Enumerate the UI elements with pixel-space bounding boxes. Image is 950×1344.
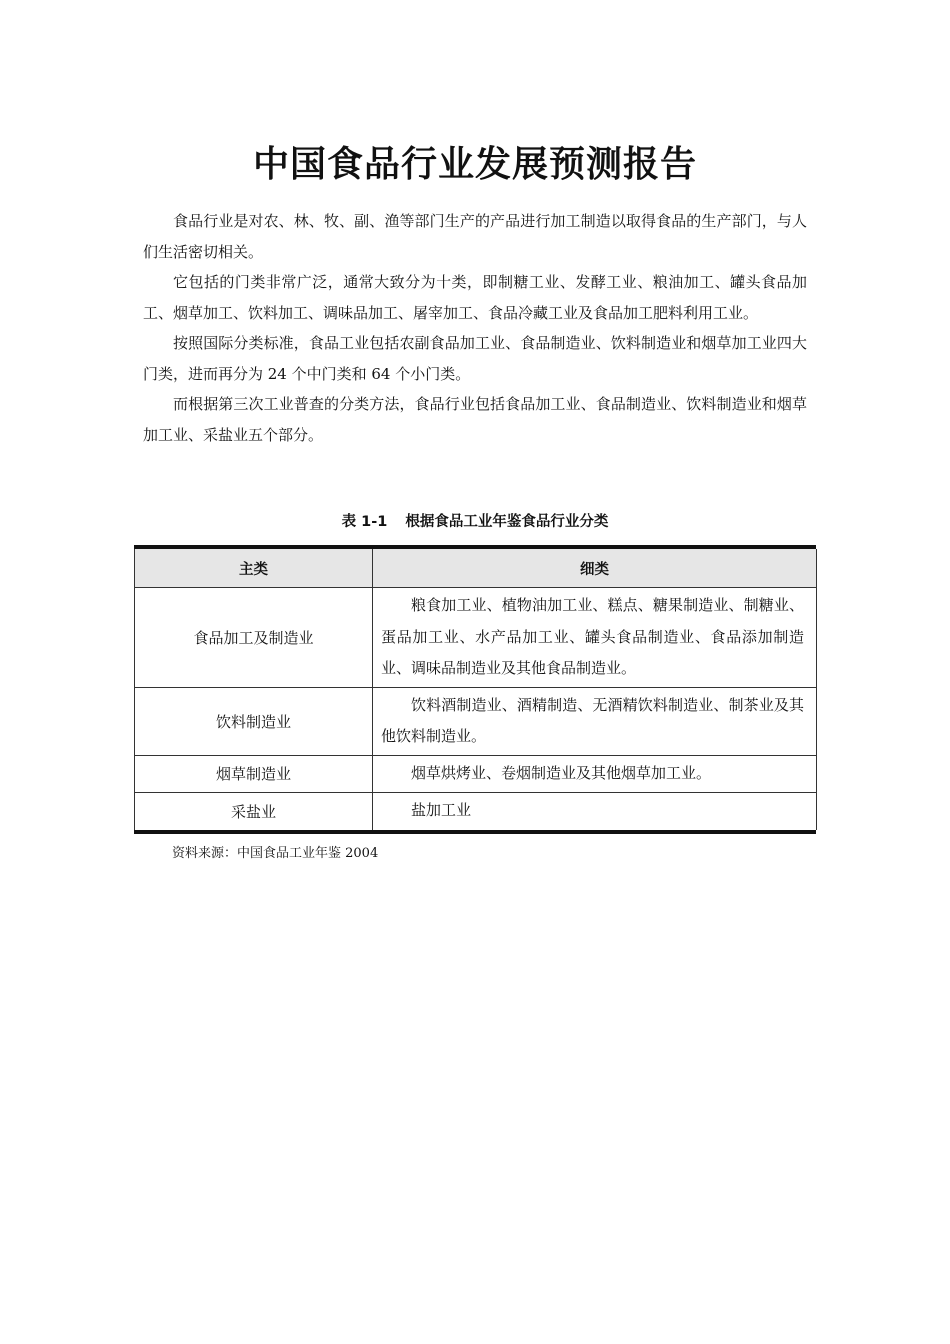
table-caption-number: 表 1-1	[341, 514, 388, 530]
table-row	[135, 588, 817, 688]
table-caption-title: 根据食品工业年鉴食品行业分类	[405, 514, 609, 530]
table-cell-detail: 烟草烘烤业、卷烟制造业及其他烟草加工业。	[373, 755, 817, 792]
body-text	[143, 206, 807, 450]
classification-table-wrapper	[134, 545, 816, 834]
table-header-row	[135, 549, 817, 588]
classification-table	[134, 549, 817, 830]
table-cell-detail: 饮料酒制造业、酒精制造、无酒精饮料制造业、制茶业及其他饮料制造业。	[373, 687, 817, 755]
table-cell-main: 饮料制造业	[135, 687, 373, 755]
paragraph-1: 食品行业是对农、林、牧、副、渔等部门生产的产品进行加工制造以取得食品的生产部门，与人们生活密切相关。	[143, 212, 807, 261]
paragraph-2: 它包括的门类非常广泛，通常大致分为十类，即制糖工业、发酵工业、粮油加工、罐头食品加工、烟草加工、饮料加工、调味品加工、屠宰加工、食品冷藏工业及食品加工肥料利用工业。	[143, 273, 807, 322]
table-row	[135, 755, 817, 792]
table-cell-main: 食品加工及制造业	[135, 588, 373, 688]
table-row	[135, 687, 817, 755]
document-title: 中国食品行业发展预测报告	[252, 144, 697, 185]
table-cell-detail: 盐加工业	[373, 792, 817, 830]
table-cell-main: 烟草制造业	[135, 755, 373, 792]
table-row	[135, 792, 817, 830]
paragraph-4: 而根据第三次工业普查的分类方法，食品行业包括食品加工业、食品制造业、饮料制造业和烟草加工业、采盐业五个部分。	[143, 395, 807, 444]
source-note: 资料来源：中国食品工业年鉴 2004	[172, 846, 379, 861]
table-cell-main: 采盐业	[135, 792, 373, 830]
paragraph-3: 按照国际分类标准，食品工业包括农副食品加工业、食品制造业、饮料制造业和烟草加工业四大门类，进而再分为 24 个中门类和 64 个小门类。	[143, 334, 807, 383]
table-header-main: 主类	[135, 549, 373, 588]
table-caption	[0, 509, 950, 535]
table-cell-detail: 粮食加工业、植物油加工业、糕点、糖果制造业、制糖业、蛋品加工业、水产品加工业、罐头食品制造业、食品添加制造业、调味品制造业及其他食品制造业。	[373, 588, 817, 688]
table-header-detail: 细类	[373, 549, 817, 588]
